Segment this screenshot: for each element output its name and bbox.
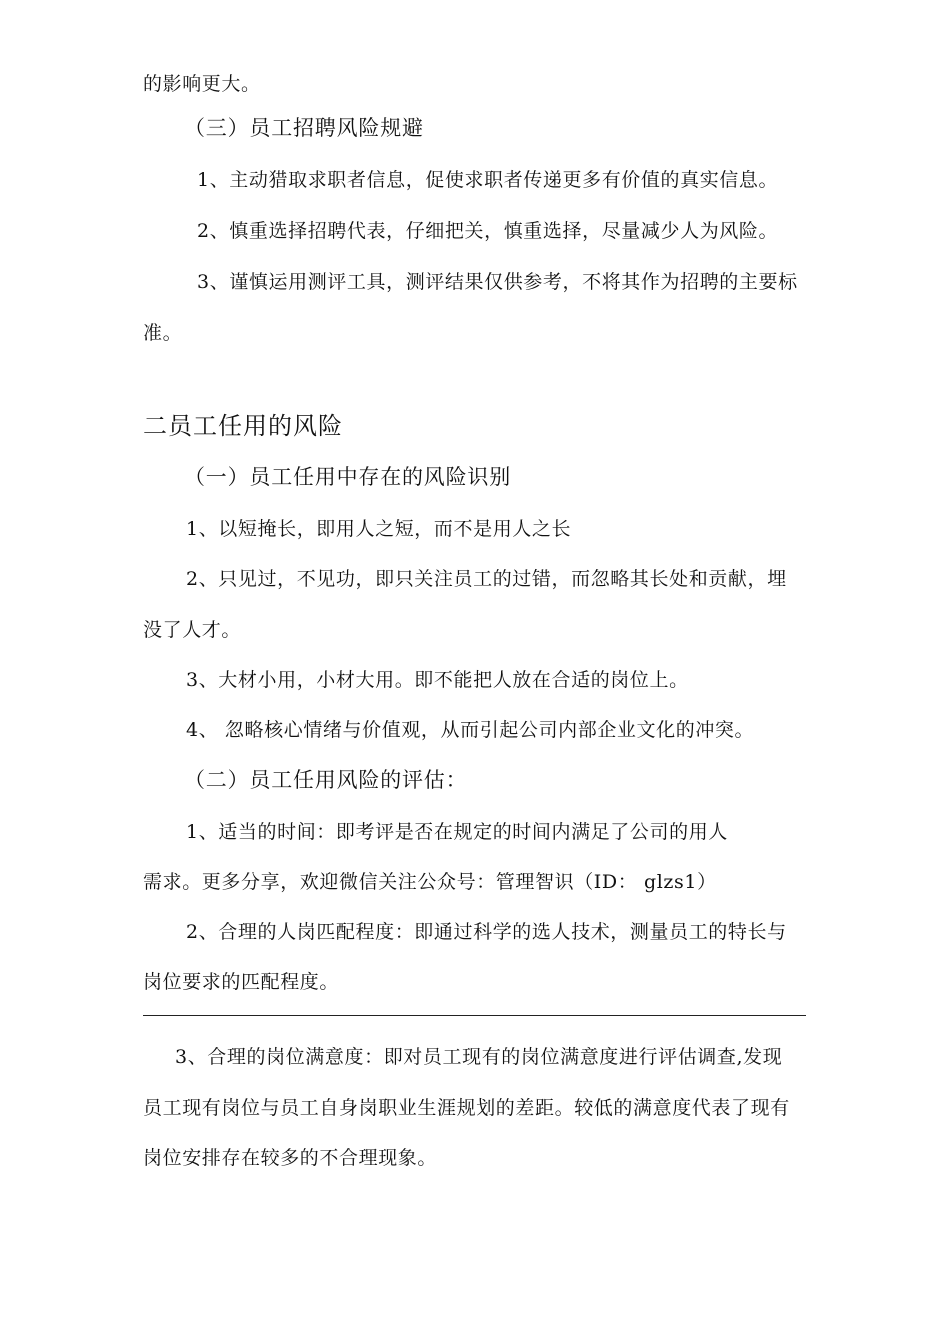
subsection-title-risk-evaluation: （二）员工任用风险的评估：	[184, 768, 468, 792]
list-item: 1、适当的时间：即考评是否在规定的时间内满足了公司的用人	[186, 821, 728, 843]
list-item-continuation: 员工现有岗位与员工自身岗职业生涯规划的差距。较低的满意度代表了现有	[143, 1097, 790, 1119]
list-item: 2、慎重选择招聘代表，仔细把关，慎重选择，尽量减少人为风险。	[197, 220, 779, 242]
list-item: 3、谨慎运用测评工具，测评结果仅供参考，不将其作为招聘的主要标	[197, 271, 798, 293]
list-item-continuation: 准。	[143, 322, 183, 344]
list-item-continuation: 没了人才。	[143, 619, 242, 641]
subsection-title-risk-identification: （一）员工任用中存在的风险识别	[184, 465, 511, 489]
list-item: 2、合理的人岗匹配程度：即通过科学的选人技术，测量员工的特长与	[186, 921, 787, 943]
list-item: 3、大材小用，小材大用。即不能把人放在合适的岗位上。	[186, 669, 689, 691]
subsection-title-recruitment-risk-avoidance: （三）员工招聘风险规避	[184, 116, 424, 140]
paragraph-continuation: 的影响更大。	[143, 73, 261, 95]
list-item: 1、主动猎取求职者信息，促使求职者传递更多有价值的真实信息。	[197, 169, 779, 191]
list-item-continuation: 岗位要求的匹配程度。	[143, 971, 340, 993]
list-item-continuation: 需求。更多分享，欢迎微信关注公众号：管理智识（ID： glzs1）	[143, 871, 717, 893]
horizontal-divider	[143, 1015, 806, 1016]
list-item: 3、合理的岗位满意度：即对员工现有的岗位满意度进行评估调查,发现	[175, 1046, 783, 1068]
list-item-continuation: 岗位安排存在较多的不合理现象。	[143, 1147, 438, 1169]
list-item: 4、 忽略核心情绪与价值观，从而引起公司内部企业文化的冲突。	[186, 719, 755, 741]
list-item: 2、只见过，不见功，即只关注员工的过错，而忽略其长处和贡献，埋	[186, 568, 787, 590]
section-title-employment-risk: 二员工任用的风险	[143, 412, 343, 440]
list-item: 1、以短掩长，即用人之短，而不是用人之长	[186, 518, 572, 540]
